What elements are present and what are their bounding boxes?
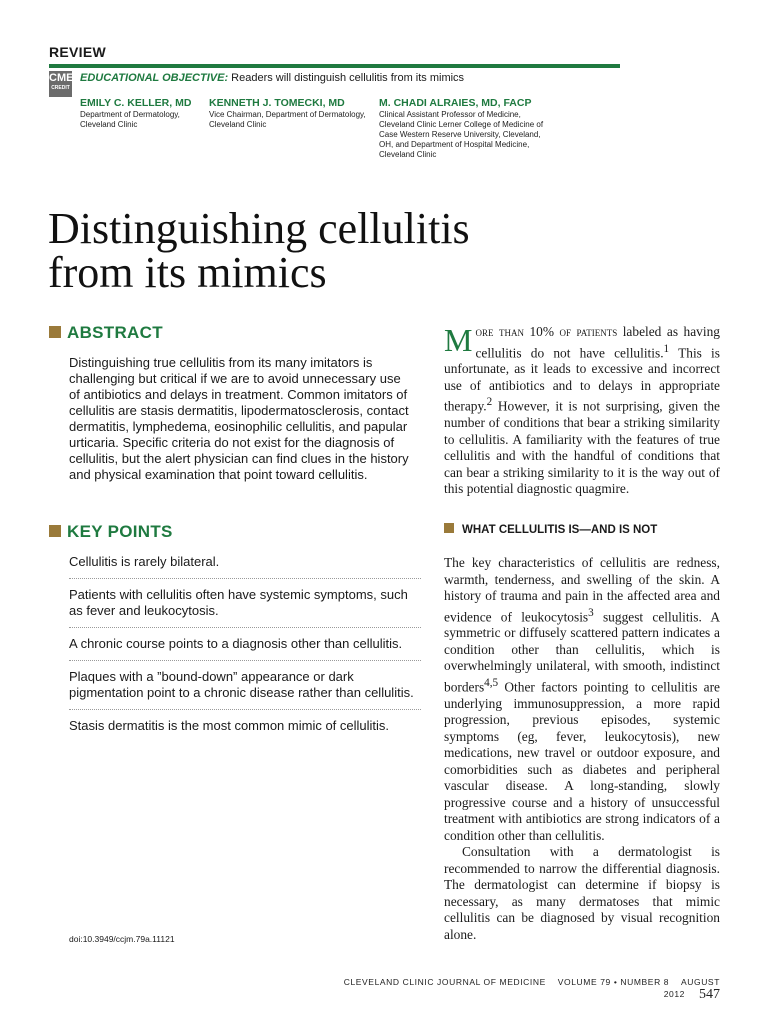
educational-objective [80, 72, 464, 84]
key-point: Patients with cellulitis often have systemic symptoms, such as fever and leukocytosis. [69, 579, 421, 628]
citation: 3 [588, 606, 594, 619]
subsection-heading [444, 523, 657, 536]
body-paragraph [444, 555, 720, 844]
citation: 4,5 [484, 676, 499, 689]
abstract-heading-text: ABSTRACT [67, 323, 163, 342]
article-title [48, 204, 470, 297]
drop-cap: M [444, 322, 473, 358]
author-block [209, 98, 374, 130]
author-name: KENNETH J. TOMECKI, MD [209, 97, 345, 109]
square-bullet-icon [49, 326, 61, 338]
intro-part: However, it is not surprising, given the number of conditions that bear a striking similarity to cellulitis. A familiarity with the features of true cellulitis and with the handful of conditions that can bear a striking similarity to it is the way out of this potential diagnostic quagmire. [444, 398, 720, 497]
cme-credit-badge [49, 71, 72, 97]
key-points-list [69, 546, 421, 742]
body-paragraph: Consultation with a dermatologist is recommended to narrow the differential diagnosis. The dermatologist can determine if biopsy is necessary, as many dermatoses that mimic cellulitis can be diagnosed by visual recognition alone. [444, 844, 720, 942]
key-points-heading [49, 522, 173, 542]
square-bullet-icon [49, 525, 61, 537]
intro-lead: ore than 10% of patients [475, 324, 618, 339]
objective-label: EDUCATIONAL OBJECTIVE: [80, 72, 229, 84]
journal-name: CLEVELAND CLINIC JOURNAL OF MEDICINE [343, 977, 546, 987]
body-part: suggest cellulitis. A symmetric or diffusely scattered pattern indicates a condition other than cellulitis, which is overwhelmingly unilateral, with smooth, indistinct borders [444, 608, 720, 695]
key-point: Stasis dermatitis is the most common mimic of cellulitis. [69, 718, 390, 733]
citation: 1 [663, 342, 670, 355]
author-name: M. CHADI ALRAIES, MD, FACP [379, 97, 532, 109]
abstract-heading [49, 323, 163, 343]
cme-badge-bottom: CREDIT [51, 85, 70, 91]
body-part: Other factors pointing to cellulitis are underlying immunosuppression, a more rapid progression, previous episodes, systemic symptoms (eg, fever, leukocytosis), new medications, new travel or outdoor exposure, and comorbidities such as diabetes and peripheral vascular disease. A long-standing, slowly progressive course and a history of unsuccessful treatment with antibiotics are strong indicators of a condition other than cellulitis. [444, 679, 720, 843]
key-point: Plaques with a ”bound-down” appearance or dark pigmentation point to a chronic disease rather than cellulitis. [69, 661, 421, 710]
author-affiliation: Department of Dermatology, Cleveland Clinic [80, 110, 180, 129]
author-block [80, 98, 205, 130]
author-affiliation: Clinical Assistant Professor of Medicine, Cleveland Clinic Lerner College of Medicine of Case Western Reserve University, Cleveland, OH, and Department of Hospital Medicine, Cleveland Clinic [379, 110, 544, 159]
intro-part: labeled as having cellulitis do not have cellulitis. [475, 324, 720, 360]
intro-paragraph [444, 324, 720, 498]
body-text [444, 555, 720, 943]
header-rule [49, 64, 620, 68]
page-footer: CLEVELAND CLINIC JOURNAL OF MEDICINE VOLUME 79 • NUMBER 8 AUGUST 2012 547 [343, 977, 720, 1002]
citation: 2 [486, 396, 493, 409]
objective-text: Readers will distinguish cellulitis from its mimics [228, 72, 465, 84]
author-block [379, 98, 544, 160]
body-part: The key characteristics of cellulitis are redness, warmth, tenderness, and swelling of the skin. A history of trauma and pain in the affected area and evidence of leukocytosis [444, 555, 720, 624]
intro-part: This is unfortunate, as it leads to excessive and incorrect use of antibiotics and to delays in appropriate therapy. [444, 344, 720, 414]
square-bullet-icon [444, 523, 454, 533]
author-affiliation: Vice Chairman, Department of Dermatology, Cleveland Clinic [209, 110, 366, 129]
issue-number: NUMBER 8 [620, 977, 670, 987]
author-name: EMILY C. KELLER, MD [80, 97, 192, 109]
title-line-1: Distinguishing cellulitis [48, 204, 470, 253]
section-label: REVIEW [49, 44, 107, 60]
doi: doi:10.3949/ccjm.79a.11121 [69, 934, 175, 944]
title-line-2: from its mimics [48, 248, 327, 297]
cme-badge-top: CME [49, 72, 74, 84]
key-points-heading-text: KEY POINTS [67, 522, 173, 541]
issue-date: AUGUST 2012 [663, 977, 720, 999]
page-number: 547 [699, 987, 720, 1002]
volume: VOLUME 79 [557, 977, 611, 987]
subsection-heading-text: WHAT CELLULITIS IS—AND IS NOT [462, 524, 658, 536]
key-point: Cellulitis is rarely bilateral. [69, 546, 421, 579]
abstract-text: Distinguishing true cellulitis from its many imitators is challenging but critical if we are to avoid unnecessary use of antibiotics and delays in treatment. Common imitators of cellulitis are stasis dermatitis, lipodermatosclerosis, contact dermatitis, lymphedema, eosinophilic cellulitis, and papular urticaria. Specific criteria do not exist for the diagnosis of cellulitis, but the alert physician can find clues in the history and physical examination that point toward cellulitis. [69, 355, 409, 482]
key-point: A chronic course points to a diagnosis other than cellulitis. [69, 628, 421, 661]
